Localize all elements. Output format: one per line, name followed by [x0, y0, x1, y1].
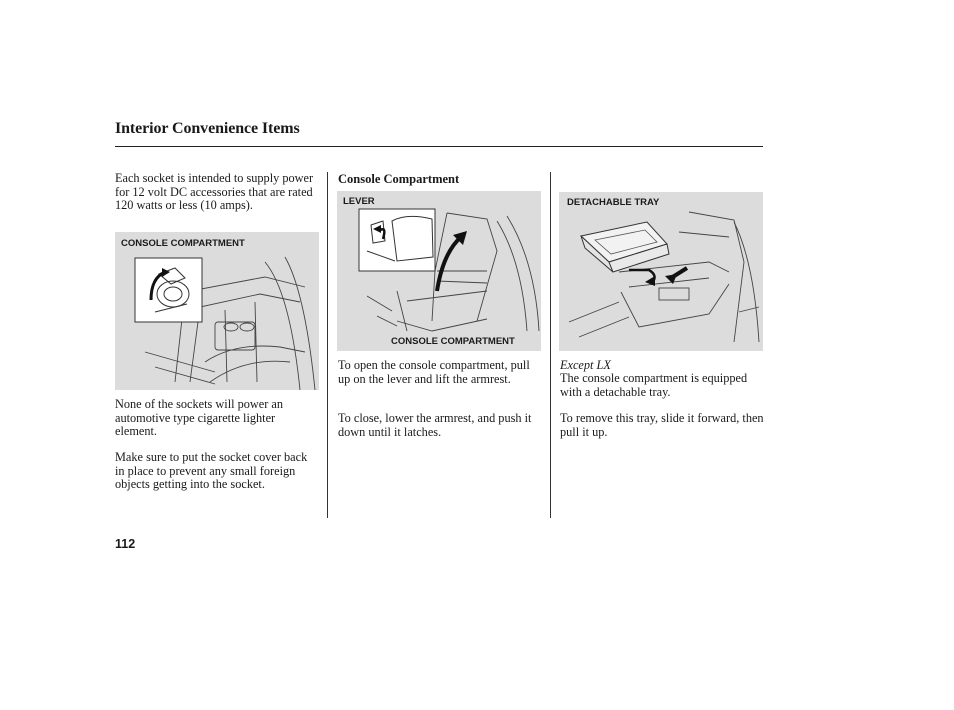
detachable-tray-illustration	[559, 192, 763, 351]
column-divider-1	[327, 172, 328, 518]
qualifier-text: Except LX	[560, 358, 611, 372]
detachable-tray-figure	[559, 192, 763, 351]
console-compartment-socket-figure	[115, 232, 319, 390]
socket-illustration	[115, 232, 319, 390]
console-lever-figure	[337, 191, 541, 351]
socket-lighter-text: None of the sockets will power an automotive type cigarette lighter element.	[115, 397, 284, 439]
column-divider-2	[550, 172, 551, 518]
page-number: 112	[115, 537, 136, 551]
console-lever-illustration	[337, 191, 541, 351]
figure-label: CONSOLE COMPARTMENT	[121, 238, 245, 249]
figure-label: CONSOLE COMPARTMENT	[391, 336, 515, 347]
tray-label: DETACHABLE TRAY	[567, 197, 660, 208]
tray-remove-text: To remove this tray, slide it forward, then pull it up.	[560, 411, 764, 439]
tray-equipped-text: The console compartment is equipped with a detachable tray.	[560, 371, 748, 399]
open-console-text: To open the console compartment, pull up on the lever and lift the armrest.	[338, 358, 530, 386]
section-heading: Console Compartment	[338, 172, 460, 186]
lever-label: LEVER	[343, 196, 375, 207]
page-title: Interior Convenience Items	[115, 120, 300, 137]
socket-intro-text: Each socket is intended to supply power for 12 volt DC accessories that are rated 120 watts or less (10 amps).	[115, 171, 314, 213]
socket-cover-text: Make sure to put the socket cover back in place to prevent any small foreign objects getting into the socket.	[115, 450, 308, 492]
close-console-text: To close, lower the armrest, and push it down until it latches.	[338, 411, 532, 439]
title-rule	[115, 146, 763, 147]
